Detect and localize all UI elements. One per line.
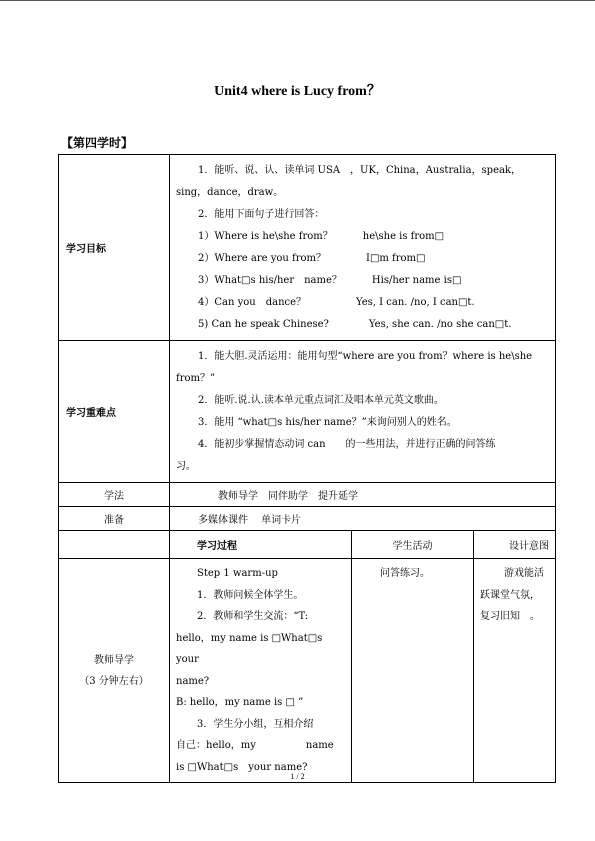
intent-line: 跃课堂气氛， bbox=[480, 589, 540, 601]
method-label: 学法 bbox=[59, 483, 170, 507]
keypoints-line: 3．能用 “what□s his/her name？”来询问别人的姓名。 bbox=[198, 417, 457, 428]
process-line: 3．学生分小组，互相介绍 bbox=[197, 718, 314, 730]
document-title: Unit4 where is Lucy from？ bbox=[214, 84, 381, 99]
keypoints-line: 1．能大胆.灵活运用：能用句型“where are you from？where is he\she bbox=[198, 351, 533, 362]
stage-intent bbox=[474, 559, 556, 783]
goals-line: sing，dance，draw。 bbox=[176, 187, 284, 198]
intent-line: 游戏能活 bbox=[504, 568, 544, 579]
goals-line: 4）Can you dance？ Yes, I can. /no, I can□t. bbox=[198, 297, 475, 308]
stage-label bbox=[59, 559, 170, 783]
goals-line: 1）Where is he\she from？ he\she is from□ bbox=[198, 231, 445, 242]
goals-line: 3）What□s his/her name？ His/her name is□ bbox=[198, 275, 462, 286]
keypoints-line: from？” bbox=[176, 373, 216, 384]
goals-content bbox=[170, 155, 556, 341]
keypoints-line: 4．能初步掌握情态动词 can 的一些用法，并进行正确的问答练 bbox=[198, 439, 496, 450]
process-line: Step 1 warm-up bbox=[197, 568, 278, 579]
process-header: 学习过程 bbox=[170, 531, 352, 559]
keypoints-line: 2．能听.说.认.读本单元重点词汇及唱本单元英文歌曲。 bbox=[198, 395, 444, 406]
prep-label: 准备 bbox=[59, 507, 170, 531]
goals-line: 2）Where are you from？ I□m from□ bbox=[198, 253, 426, 264]
lesson-heading: 【第四学时】 bbox=[61, 136, 134, 150]
page-number: 1 / 2 bbox=[290, 772, 305, 781]
stage-process bbox=[170, 559, 352, 783]
prep-row bbox=[59, 507, 556, 531]
goals-line: 2．能用下面句子进行回答： bbox=[198, 209, 325, 220]
method-value: 教师导学 同伴助学 提升延学 bbox=[170, 483, 556, 507]
keypoints-row bbox=[59, 341, 556, 483]
process-line: 2．教师和学生交流：“T: bbox=[197, 611, 309, 622]
stage-label-duration: （3 分钟左右） bbox=[79, 675, 149, 687]
process-line: is □What□s your name? bbox=[176, 761, 308, 773]
stage-activity: 问答练习。 bbox=[352, 559, 474, 783]
process-line: 自己：hello，my name bbox=[176, 740, 334, 751]
process-line: B: hello，my name is □ ” bbox=[176, 697, 304, 708]
keypoints-line: 习。 bbox=[176, 461, 196, 472]
intent-line: 复习旧知 。 bbox=[480, 611, 540, 622]
process-line: name? bbox=[176, 675, 210, 687]
activity-header: 学生活动 bbox=[352, 531, 474, 559]
goals-line: 1．能听、说、认、读单词 USA ，UK，China，Australia，speak， bbox=[198, 165, 522, 176]
method-row bbox=[59, 483, 556, 507]
process-header-row bbox=[59, 531, 556, 559]
intent-header: 设计意图 bbox=[474, 531, 556, 559]
empty-header-cell bbox=[59, 531, 170, 559]
keypoints-content bbox=[170, 341, 556, 483]
lesson-plan-table bbox=[58, 154, 556, 783]
process-line: 1．教师问候全体学生。 bbox=[197, 589, 304, 601]
keypoints-label: 学习重难点 bbox=[59, 341, 170, 483]
goals-line: 5) Can he speak Chinese? Yes, she can. /no she can□t. bbox=[198, 319, 512, 330]
stage-label-title: 教师导学 bbox=[94, 654, 134, 666]
goals-row bbox=[59, 155, 556, 341]
stage-row bbox=[59, 559, 556, 783]
prep-value: 多媒体课件 单词卡片 bbox=[170, 507, 556, 531]
goals-label: 学习目标 bbox=[59, 155, 170, 341]
top-border-line bbox=[0, 0, 595, 1]
process-line: hello，my name is □What□s your bbox=[176, 632, 323, 665]
